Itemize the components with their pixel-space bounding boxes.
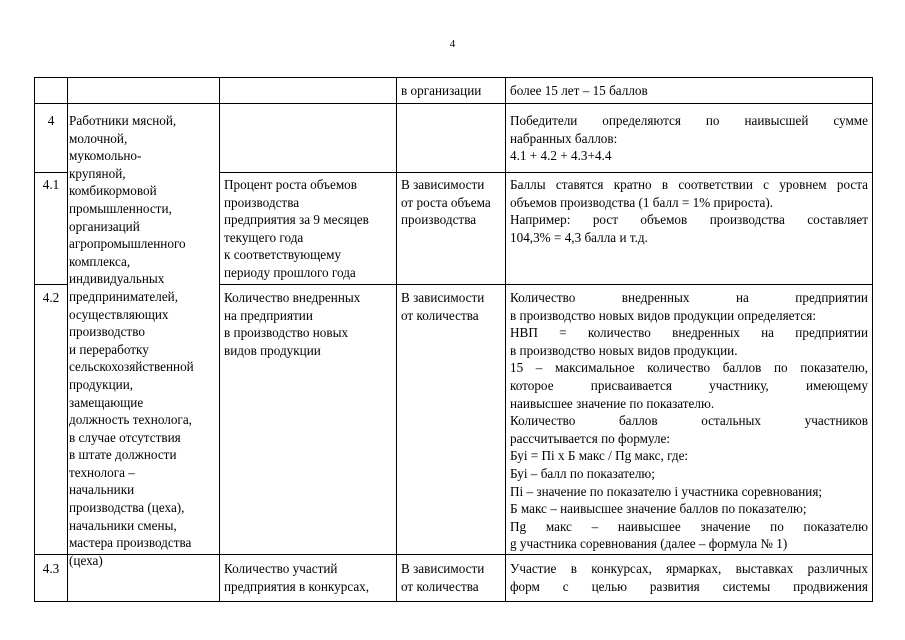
row-divider (34, 284, 67, 285)
row-divider (219, 284, 873, 285)
column-divider (219, 77, 220, 602)
row-divider (34, 103, 873, 104)
cell-scoring-rule: Количество внедренных на предприятии в производство новых видов продукции определяется: НВП = количество внедренных на предприятии в производство новых видов продукции. 15 – максимальное количество баллов по показателю, которое присваивается участнику, имеющему наивысшее значение по показателю. Количество баллов остальных участников рассчитывается по формуле: Буi = Пi х Б макс / Пg макс, где: Буi – балл по показателю; Пi – значение по показателю i участника соревнования; Б макс – наивысшее значение баллов по показателю; Пg макс – наивысшее значение по показателю g участника соревнования (далее – формула № 1) (510, 290, 868, 552)
criteria-table (34, 77, 873, 602)
table-border-right (872, 77, 873, 602)
column-divider (505, 77, 506, 602)
cell-criterion: Количество участий предприятия в конкурсах, (224, 561, 370, 594)
table-border-bottom (34, 601, 873, 602)
row-number: 4.3 (42, 561, 60, 576)
cell-criterion-method: В зависимости от роста объема производства (401, 177, 491, 228)
row-number: 4.2 (42, 290, 60, 305)
cell-scoring-rule: Баллы ставятся кратно в соответствии с уровнем роста объемов производства (1 балл = 1% прироста). Например: рост объемов производства составляет 104,3% = 4,3 балла и т.д. (510, 177, 868, 245)
page-number: 4 (449, 38, 456, 50)
row-number: 4 (47, 113, 55, 128)
row-divider (219, 172, 873, 173)
row-divider (34, 172, 67, 173)
cell-scoring-rule: Участие в конкурсах, ярмарках, выставках различных форм с целью развития системы продвижения (510, 561, 868, 594)
cell-criterion: Процент роста объемов производства предприятия за 9 месяцев текущего года к соответствующему периоду прошлого года (224, 177, 369, 280)
table-border-top (34, 77, 873, 78)
cell-scoring-rule: более 15 лет – 15 баллов (510, 83, 648, 98)
column-divider (67, 77, 68, 602)
cell-participant-category: Работники мясной, молочной, мукомольно- крупяной, комбикормовой промышленности, организаций агропромышленного комплекса, индивидуальных предпринимателей, осуществляющих производство и переработку сельскохозяйственной продукции, замещающие должность технолога, в случае отсутствия в штате должности технолога – начальники производства (цеха), начальники смены, мастера производства (цеха) (69, 113, 194, 568)
cell-criterion-method: в организации (401, 83, 482, 98)
column-divider (396, 77, 397, 602)
cell-scoring-rule: Победители определяются по наивысшей сумме набранных баллов: 4.1 + 4.2 + 4.3+4.4 (510, 113, 868, 164)
row-number: 4.1 (42, 177, 60, 192)
cell-criterion: Количество внедренных на предприятии в производство новых видов продукции (224, 290, 361, 358)
cell-criterion-method: В зависимости от количества (401, 561, 485, 594)
cell-criterion-method: В зависимости от количества (401, 290, 485, 323)
table-border-left (34, 77, 35, 602)
